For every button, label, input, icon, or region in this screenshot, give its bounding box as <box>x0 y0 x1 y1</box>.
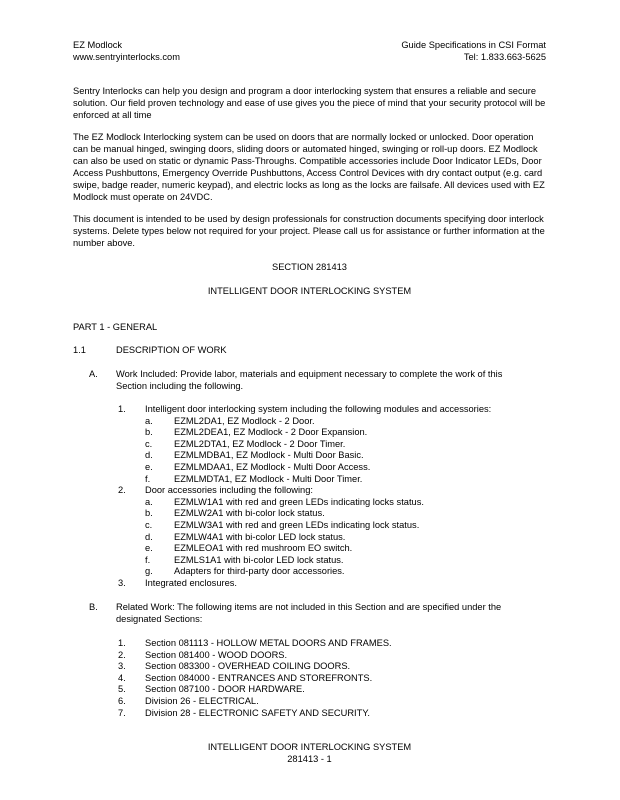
list-item-text: Door accessories including the following: <box>145 485 313 496</box>
list-item-number: 1. <box>118 404 126 414</box>
header-product-name: EZ Modlock <box>73 40 123 50</box>
part-heading: PART 1 - GENERAL <box>73 322 158 332</box>
list-item-number: 7. <box>118 707 126 718</box>
list-item-number: 2. <box>118 485 126 496</box>
list-item-number: 1. <box>118 638 126 648</box>
list-item-number: 4. <box>118 672 126 683</box>
sub-list-item-text: EZMLW3A1 with red and green LEDs indicating lock status. <box>174 520 420 530</box>
sub-list-item-letter: a. <box>145 415 153 426</box>
sub-list-item-letter: b. <box>145 508 153 519</box>
sub-list-item-text: EZMLEOA1 with red mushroom EO switch. <box>174 543 353 554</box>
header-website: www.sentryinterlocks.com <box>73 52 180 62</box>
list-item-text: Section 081113 - HOLLOW METAL DOORS AND FRAMES. <box>145 638 392 648</box>
sub-list-item-letter: a. <box>145 496 153 507</box>
list-item-number: 3. <box>118 578 126 588</box>
list-item-number: 2. <box>118 649 126 660</box>
header-right <box>401 39 546 63</box>
sub-list-item-text: EZML2DTA1, EZ Modlock - 2 Door Timer. <box>174 438 346 449</box>
page-footer <box>73 741 546 765</box>
sub-list-item-letter: c. <box>145 520 153 530</box>
sub-list-item-letter: c. <box>145 438 153 449</box>
footer-page-number: 281413 - 1 <box>287 754 332 764</box>
sub-list-item-text: EZMLW1A1 with red and green LEDs indicating locks status. <box>174 496 424 507</box>
paragraph-a-text-line1: Work Included: Provide labor, materials and equipment necessary to complete the work of this <box>116 369 503 379</box>
list-item-number: 5. <box>118 684 126 695</box>
sub-list-item-text: EZML2DA1, EZ Modlock - 2 Door. <box>174 415 315 426</box>
list-item-text: Division 28 - ELECTRONIC SAFETY AND SECURITY. <box>145 707 370 718</box>
article-title: DESCRIPTION OF WORK <box>116 345 227 355</box>
list-item-number: 3. <box>118 661 126 672</box>
header-doc-type: Guide Specifications in CSI Format <box>401 40 546 50</box>
sub-list-item-letter: f. <box>145 554 151 565</box>
list-item-text: Integrated enclosures. <box>145 578 237 588</box>
sub-list-item-letter: f. <box>145 473 151 484</box>
paragraph-b-number: B. <box>89 602 98 612</box>
intro-paragraph-2: The EZ Modlock Interlocking system can be used on doors that are normally locked or unlocked. Door operation can be manual hinged, swinging doors, sliding doors or automated hinged, swinging or roll-up doors. EZ Modlock can also be used on static or dynamic Pass-Throughs. Compatible accessories include Door Indicator LEDs, Door Access Pushbuttons, Emergency Override Pushbuttons, Access Control Devices with dry contact output (e.g. card swipe, badge reader, numeric keypad), and electric locks as long as the locks are failsafe. All devices used with EZ Modlock must operate on 24VDC. <box>73 132 545 202</box>
sub-list-item-text: Adapters for third-party door accessories. <box>174 566 345 577</box>
sub-list-item-letter: b. <box>145 427 153 438</box>
sub-list-item-letter: d. <box>145 531 153 542</box>
list-item-text: Division 26 - ELECTRICAL. <box>145 696 259 706</box>
sub-list-item-text: EZMLMDBA1, EZ Modlock - Multi Door Basic. <box>174 450 364 461</box>
header-left <box>73 39 180 63</box>
sub-list-item-text: EZMLS1A1 with bi-color LED lock status. <box>174 554 344 565</box>
paragraph-b-text-line2: designated Sections: <box>116 614 203 624</box>
paragraph-a-number: A. <box>89 369 98 379</box>
footer-title: INTELLIGENT DOOR INTERLOCKING SYSTEM <box>207 742 412 752</box>
list-item-text: Section 081400 - WOOD DOORS. <box>145 649 288 660</box>
sub-list-item-text: EZMLW2A1 with bi-color lock status. <box>174 508 325 519</box>
list-item-text: Section 087100 - DOOR HARDWARE. <box>145 684 305 695</box>
header-phone: Tel: 1.833.663-5625 <box>463 52 546 62</box>
sub-list-item-text: EZML2DEA1, EZ Modlock - 2 Door Expansion. <box>174 427 368 438</box>
sub-list-item-letter: g. <box>145 566 153 577</box>
sub-list-item-text: EZMLMDAA1, EZ Modlock - Multi Door Access. <box>174 462 371 472</box>
section-title: INTELLIGENT DOOR INTERLOCKING SYSTEM <box>207 286 412 296</box>
list-item-text: Intelligent door interlocking system including the following modules and accessories: <box>145 404 492 414</box>
list-item-text: Section 083300 - OVERHEAD COILING DOORS. <box>145 661 351 672</box>
list-item-number: 6. <box>118 696 126 706</box>
sub-list-item-letter: e. <box>145 543 153 554</box>
section-number: SECTION 281413 <box>272 262 347 272</box>
paragraph-a-text-line2: Section including the following. <box>116 381 244 391</box>
intro-paragraph-3: This document is intended to be used by design professionals for construction documents specifying door interlock systems. Delete types below not required for your project. Please call us for assistance or further information at the number above. <box>73 214 545 248</box>
sub-list-item-letter: e. <box>145 462 153 472</box>
paragraph-b-text-line1: Related Work: The following items are not included in this Section and are specified under the <box>116 602 502 612</box>
intro-paragraph-1: Sentry Interlocks can help you design and program a door interlocking system that ensures a reliable and secure solution. Our field proven technology and ease of use gives you the piece of mind that your security protocol will be enforced at all time <box>73 86 546 120</box>
list-item-text: Section 084000 - ENTRANCES AND STOREFRONTS. <box>145 672 373 683</box>
article-number: 1.1 <box>73 345 86 355</box>
sub-list-item-text: EZMLMDTA1, EZ Modlock - Multi Door Timer. <box>174 473 363 484</box>
sub-list-item-letter: d. <box>145 450 153 461</box>
sub-list-item-text: EZMLW4A1 with bi-color LED lock status. <box>174 531 346 542</box>
